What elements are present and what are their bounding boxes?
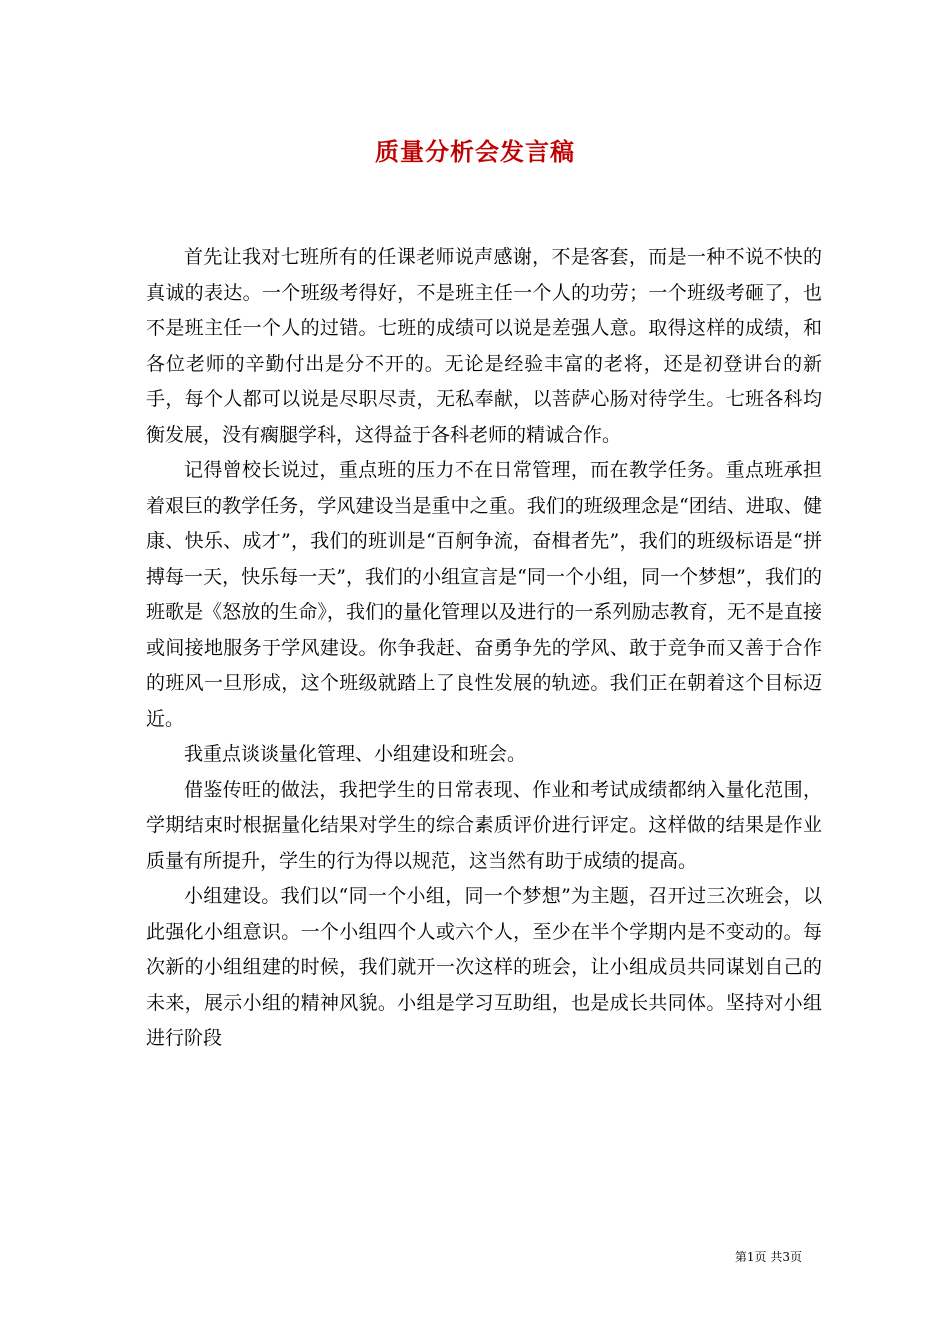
paragraph-3: 我重点谈谈量化管理、小组建设和班会。 <box>184 743 527 765</box>
document-body <box>146 240 822 1057</box>
paragraph-2: 记得曾校长说过，重点班的压力不在日常管理，而在教学任务。重点班承担着艰巨的教学任务，学风建设当是重中之重。我们的班级理念是“团结、进取、健康、快乐、成才”，我们的班训是“百舸争流，奋楫者先”，我们的班级标语是“拼搏每一天，快乐每一天”，我们的小组宣言是“同一个小组，同一个梦想”，我们的班歌是《怒放的生命》，我们的量化管理以及进行的一系列励志教育，无不是直接或间接地服务于学风建设。你争我赶、奋勇争先的学风、敢于竞争而又善于合作的班风一旦形成，这个班级就踏上了良性发展的轨迹。我们正在朝着这个目标迈近。 <box>146 459 822 730</box>
page-number-footer: 第1页 共3页 <box>734 1250 802 1264</box>
paragraph-1: 首先让我对七班所有的任课老师说声感谢，不是客套，而是一种不说不快的真诚的表达。一个班级考得好，不是班主任一个人的功劳；一个班级考砸了，也不是班主任一个人的过错。七班的成绩可以说是差强人意。取得这样的成绩，和各位老师的辛勤付出是分不开的。无论是经验丰富的老将，还是初登讲台的新手，每个人都可以说是尽职尽责，无私奉献，以菩萨心肠对待学生。七班各科均衡发展，没有瘸腿学科，这得益于各科老师的精诚合作。 <box>146 246 822 446</box>
document-title: 质量分析会发言稿 <box>375 137 575 166</box>
paragraph-5: 小组建设。我们以“同一个小组，同一个梦想”为主题，召开过三次班会，以此强化小组意识。一个小组四个人或六个人，至少在半个学期内是不变动的。每次新的小组组建的时候，我们就开一次这样的班会，让小组成员共同谋划自己的未来，展示小组的精神风貌。小组是学习互助组，也是成长共同体。坚持对小组进行阶段 <box>146 885 822 1049</box>
paragraph-4: 借鉴传旺的做法，我把学生的日常表现、作业和考试成绩都纳入量化范围，学期结束时根据量化结果对学生的综合素质评价进行评定。这样做的结果是作业质量有所提升，学生的行为得以规范，这当然有助于成绩的提高。 <box>146 778 822 872</box>
